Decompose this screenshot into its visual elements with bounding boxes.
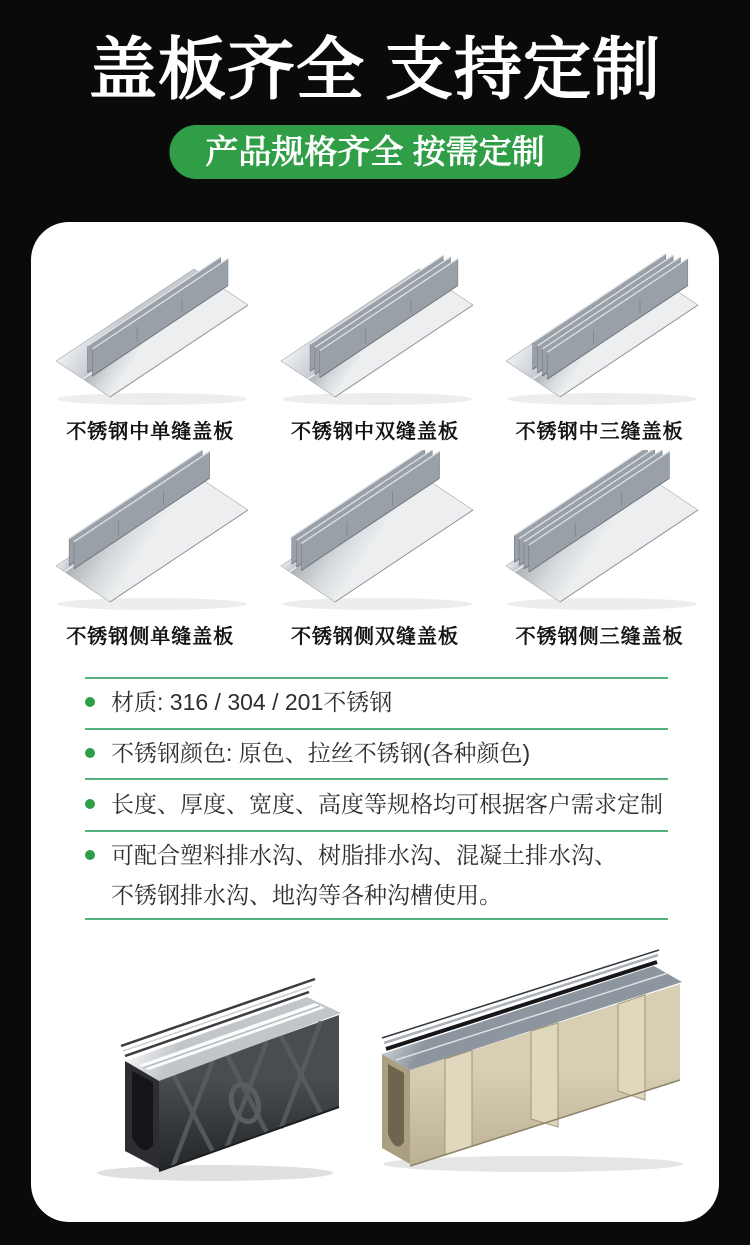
- spec-text: 长度、厚度、宽度、高度等规格均可根据客户需求定制: [111, 791, 663, 817]
- subtitle-badge: [169, 125, 580, 179]
- spec-text: 材质: 316 / 304 / 201不锈钢: [111, 689, 393, 715]
- bullet-dot-icon: [85, 799, 95, 809]
- product-label: 不锈钢中双缝盖板: [290, 421, 459, 443]
- divider-line: [85, 778, 668, 780]
- bullet-dot-icon: [85, 748, 95, 758]
- header: [0, 0, 750, 222]
- divider-line: [85, 677, 668, 679]
- product-label: 不锈钢侧单缝盖板: [66, 626, 235, 648]
- product-label: 不锈钢侧双缝盖板: [290, 626, 459, 648]
- spec-text: 可配合塑料排水沟、树脂排水沟、混凝土排水沟、: [111, 842, 617, 868]
- specs-list: [31, 222, 719, 1222]
- spec-item-dimensions: [85, 790, 695, 818]
- spec-item-material: [85, 688, 695, 716]
- product-label: 不锈钢中单缝盖板: [66, 421, 235, 443]
- subtitle-badge-text: 产品规格齐全 按需定制: [205, 133, 545, 170]
- content-card: [31, 222, 719, 1222]
- spec-text: 不锈钢排水沟、地沟等各种沟槽使用。: [111, 882, 502, 908]
- spec-item-color: [85, 739, 695, 767]
- bullet-dot-icon: [85, 850, 95, 860]
- bullet-dot-icon: [85, 697, 95, 707]
- page-title: 盖板齐全 支持定制: [89, 32, 661, 108]
- product-label: 不锈钢中三缝盖板: [515, 421, 684, 443]
- divider-line: [85, 918, 668, 920]
- spec-item-compatibility: [85, 841, 695, 909]
- divider-line: [85, 830, 668, 832]
- product-label: 不锈钢侧三缝盖板: [515, 626, 684, 648]
- divider-line: [85, 728, 668, 730]
- spec-text: 不锈钢颜色: 原色、拉丝不锈钢(各种颜色): [111, 740, 531, 766]
